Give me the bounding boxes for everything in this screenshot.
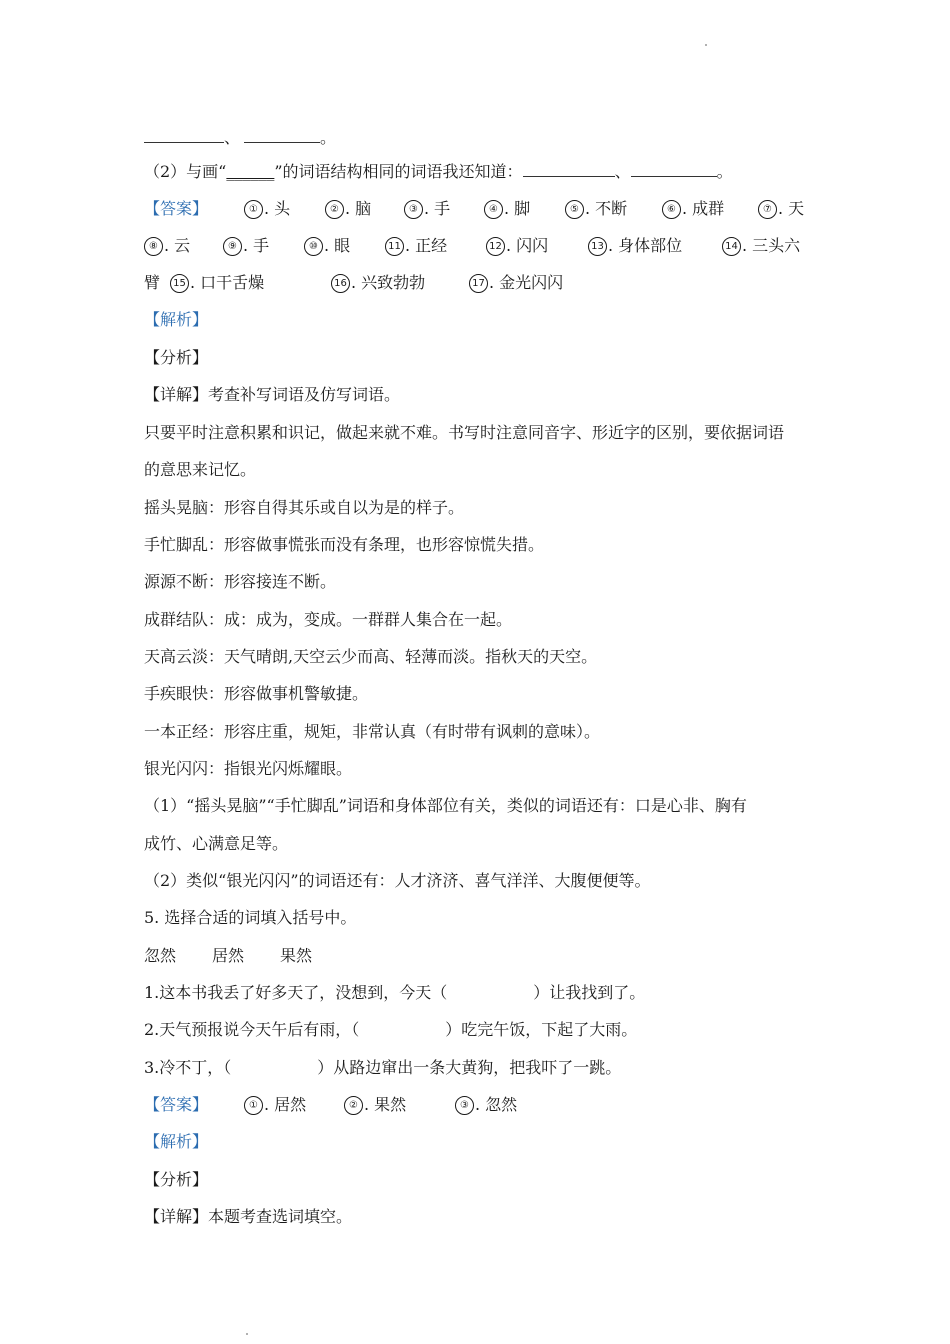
question-5-sentence-1: 1.这本书我丢了好多天了，没想到，今天（ ）让我找到了。 (144, 983, 646, 1002)
analysis-tag: 【解析】 (144, 310, 209, 329)
answer-item: ① . 居然 (244, 1091, 306, 1119)
answer-item: ③ . 手 (404, 195, 450, 223)
analysis-tag: 【解析】 (144, 1132, 209, 1151)
question-5-sentence-2: 2.天气预报说今天午后有雨，（ ）吃完午饭，下起了大雨。 (144, 1020, 638, 1039)
definition-line: 源源不断：形容接连不断。 (144, 572, 337, 591)
detail-line: 【详解】本题考查选词填空。 (144, 1207, 353, 1226)
note-line: （1）“摇头晃脑”“手忙脚乱”词语和身体部位有关，类似的词语还有：口是心非、胸有 (144, 796, 747, 815)
question-2-line: （2）与画“______”的词语结构相同的词语我还知道： 、 。 (144, 158, 733, 186)
scan-dot (246, 1333, 248, 1335)
answer-tag: 【答案】 (144, 199, 209, 218)
answer-item: ⑥ . 成群 (662, 195, 724, 223)
definition-line: 摇头晃脑：形容自得其乐或自以为是的样子。 (144, 498, 465, 517)
paragraph-line: 只要平时注意积累和识记，做起来就不难。书写时注意同音字、形近字的区别，要依据词语 (144, 423, 785, 442)
answer-item: ⑦ . 天 (758, 195, 804, 223)
answer-item: 15 . 口干舌燥 (170, 269, 264, 297)
paragraph-line: 的意思来记忆。 (144, 460, 257, 479)
question-5-options: 忽然 居然 果然 (144, 946, 313, 965)
note-line: 成竹、心满意足等。 (144, 834, 289, 853)
note-line: （2）类似“银光闪闪”的词语还有：人才济济、喜气洋洋、大腹便便等。 (144, 871, 651, 890)
fill-blank (244, 124, 320, 143)
fill-blank (523, 158, 615, 177)
answer-item: 16 . 兴致勃勃 (331, 269, 425, 297)
answer-item: ⑤ . 不断 (565, 195, 627, 223)
answer-item: 13 . 身体部位 (588, 232, 682, 260)
answer-item: ⑨ . 手 (223, 232, 269, 260)
fenxi-tag: 【分析】 (144, 348, 209, 367)
fenxi-tag: 【分析】 (144, 1170, 209, 1189)
answer-item: ④ . 脚 (484, 195, 530, 223)
fill-blank (144, 124, 224, 143)
answer-item: ③ . 忽然 (455, 1091, 517, 1119)
definition-line: 手忙脚乱：形容做事慌张而没有条理，也形容惊慌失措。 (144, 535, 545, 554)
definition-line: 一本正经：形容庄重，规矩，非常认真（有时带有讽刺的意味）。 (144, 722, 601, 741)
question-5-sentence-3: 3.冷不丁，（ ）从路边窜出一条大黄狗，把我吓了一跳。 (144, 1058, 622, 1077)
question-5-title: 5. 选择合适的词填入括号中。 (144, 908, 357, 927)
answer-item: ① . 头 (244, 195, 290, 223)
definition-line: 天高云淡：天气晴朗,天空云少而高、轻薄而淡。指秋天的天空。 (144, 647, 598, 666)
answer-item: ⑩ . 眼 (304, 232, 350, 260)
blanks-line: 、 。 (144, 124, 336, 152)
scan-dot (705, 44, 707, 46)
answer-line-3: 臂 15 . 口干舌燥 16 . 兴致勃勃 17 . 金光闪闪 (144, 269, 160, 297)
detail-line: 【详解】考查补写词语及仿写词语。 (144, 385, 401, 404)
answer-tag: 【答案】 (144, 1095, 209, 1114)
answer-line-q5 (144, 1091, 518, 1119)
answer-item: 14 . 三头六 (722, 232, 800, 260)
answer-item: 11 . 正经 (385, 232, 447, 260)
answer-item: ② . 脑 (325, 195, 371, 223)
definition-line: 手疾眼快：形容做事机警敏捷。 (144, 684, 369, 703)
answer-item: 12 . 闪闪 (486, 232, 548, 260)
answer-item: ⑧ . 云 (144, 232, 190, 260)
fill-blank (631, 158, 717, 177)
definition-line: 成群结队：成：成为，变成。一群群人集合在一起。 (144, 610, 513, 629)
answer-item: ② . 果然 (344, 1091, 406, 1119)
answer-item: 17 . 金光闪闪 (469, 269, 563, 297)
definition-line: 银光闪闪：指银光闪烁耀眼。 (144, 759, 353, 778)
answer-line-1 (144, 195, 805, 223)
